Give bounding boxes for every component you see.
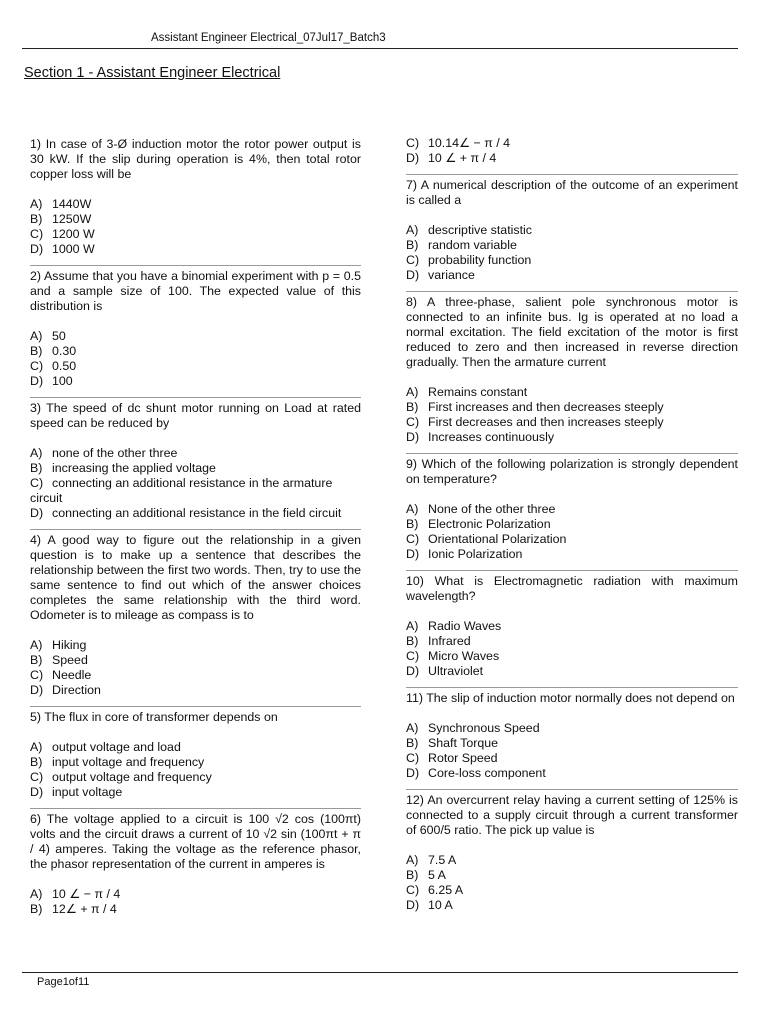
option-text: 10 ∠ − π / 4 <box>52 887 121 901</box>
option-letter: D) <box>406 766 420 780</box>
option-letter: C) <box>406 253 420 267</box>
question-text <box>30 533 361 623</box>
options <box>30 329 361 389</box>
question-6 <box>30 812 361 917</box>
option-text: variance <box>428 268 475 282</box>
option-letter: D) <box>406 547 420 561</box>
option-a[interactable] <box>406 853 738 868</box>
option-letter: D) <box>406 268 420 282</box>
question-stem: The slip of induction motor normally does not depend on <box>426 691 735 705</box>
option-text: 7.5 A <box>428 853 457 867</box>
question-stem: The speed of dc shunt motor running on Load at rated speed can be reduced by <box>30 401 361 430</box>
option-b[interactable] <box>30 212 361 227</box>
option-text: Increases continuously <box>428 430 555 444</box>
question-stem: In case of 3-Ø induction motor the rotor power output is 30 kW. If the slip during operation is 4%, then total rotor copper loss will be <box>30 137 361 181</box>
option-b[interactable] <box>406 634 738 649</box>
question-text <box>30 401 361 431</box>
option-letter: A) <box>406 619 419 633</box>
option-letter: B) <box>406 868 419 882</box>
option-text: 10 A <box>428 898 453 912</box>
question-11 <box>406 691 738 781</box>
question-3 <box>30 401 361 521</box>
question-number: 12) <box>406 793 424 807</box>
option-b[interactable] <box>30 344 361 359</box>
section-title: Section 1 - Assistant Engineer Electrical <box>24 65 281 81</box>
footer-divider <box>22 972 738 973</box>
question-stem: A three-phase, salient pole synchronous motor is connected to an infinite bus. Ig is operated at no load a normal excitation. The field excitation of the motor is first reduced to zero and then increased in reverse direction gradually. Then the armature current <box>406 295 738 369</box>
question-9 <box>406 457 738 562</box>
option-c[interactable] <box>406 415 738 430</box>
option-a[interactable] <box>30 197 361 212</box>
question-divider <box>406 570 738 571</box>
option-text: Rotor Speed <box>428 751 498 765</box>
option-letter: C) <box>30 770 44 784</box>
question-number: 6) <box>30 812 42 826</box>
question-stem: An overcurrent relay having a current setting of 125% is connected to a supply circuit through a current transformer of 600/5 ratio. The pick up value is <box>406 793 739 837</box>
question-4 <box>30 533 361 698</box>
option-a[interactable] <box>406 223 738 238</box>
question-stem: Assume that you have a binomial experiment with p = 0.5 and a sample size of 100. The expected value of this distribution is <box>30 269 361 313</box>
option-c[interactable] <box>406 751 738 766</box>
option-text: 0.30 <box>52 344 77 358</box>
option-b[interactable] <box>406 400 738 415</box>
option-letter: B) <box>406 517 419 531</box>
option-a[interactable] <box>30 446 361 461</box>
option-d[interactable] <box>406 547 738 562</box>
option-letter: A) <box>406 853 419 867</box>
option-c[interactable] <box>30 668 361 683</box>
question-number: 10) <box>406 574 424 588</box>
question-number: 11) <box>406 691 423 705</box>
option-c[interactable] <box>30 770 361 785</box>
options <box>30 887 361 917</box>
option-d[interactable] <box>30 242 361 257</box>
option-letter: B) <box>406 634 419 648</box>
option-a[interactable] <box>30 638 361 653</box>
option-c[interactable] <box>30 227 361 242</box>
option-a[interactable] <box>406 721 738 736</box>
option-b[interactable] <box>406 868 738 883</box>
option-letter: A) <box>406 721 419 735</box>
option-b[interactable] <box>30 461 361 476</box>
option-letter: C) <box>406 883 420 897</box>
option-text: Synchronous Speed <box>428 721 540 735</box>
options <box>30 638 361 698</box>
option-text: First increases and then decreases steeply <box>428 400 664 414</box>
option-a[interactable] <box>406 619 738 634</box>
option-text: Remains constant <box>428 385 528 399</box>
option-d[interactable] <box>30 506 361 521</box>
question-number: 2) <box>30 269 42 283</box>
question-6-continued <box>406 136 738 166</box>
option-letter: C) <box>30 227 44 241</box>
option-letter: C) <box>30 476 44 490</box>
option-text: Orientational Polarization <box>428 532 567 546</box>
option-text: Needle <box>52 668 92 682</box>
option-c[interactable] <box>406 253 738 268</box>
option-text: Speed <box>52 653 88 667</box>
option-letter: D) <box>30 242 44 256</box>
option-d[interactable] <box>406 766 738 781</box>
option-text: 10.14∠ − π / 4 <box>428 136 511 150</box>
question-divider <box>30 706 361 707</box>
option-b[interactable] <box>406 517 738 532</box>
option-letter: D) <box>406 151 420 165</box>
option-letter: D) <box>30 683 44 697</box>
option-letter: B) <box>406 736 419 750</box>
option-a[interactable] <box>406 385 738 400</box>
option-letter: C) <box>406 649 420 663</box>
option-text: none of the other three <box>52 446 178 460</box>
option-b[interactable] <box>30 902 361 917</box>
option-text: input voltage <box>52 785 123 799</box>
question-number: 4) <box>30 533 42 547</box>
option-text: 5 A <box>428 868 446 882</box>
options <box>30 197 361 257</box>
option-text: output voltage and frequency <box>52 770 212 784</box>
question-2 <box>30 269 361 389</box>
option-text: Core-loss component <box>428 766 546 780</box>
option-text: probability function <box>428 253 532 267</box>
option-b[interactable] <box>30 653 361 668</box>
question-8 <box>406 295 738 445</box>
question-stem: A numerical description of the outcome of an experiment is called a <box>406 178 739 207</box>
option-letter: A) <box>30 329 43 343</box>
option-text: 0.50 <box>52 359 77 373</box>
option-text: 12∠ + π / 4 <box>52 902 117 916</box>
option-text: Ultraviolet <box>428 664 484 678</box>
option-letter: A) <box>30 887 43 901</box>
page-number: Page1of11 <box>37 976 90 988</box>
option-letter: B) <box>30 653 43 667</box>
question-divider <box>406 174 738 175</box>
option-a[interactable] <box>406 502 738 517</box>
option-text: Hiking <box>52 638 87 652</box>
question-number: 9) <box>406 457 418 471</box>
option-text: 6.25 A <box>428 883 464 897</box>
option-c[interactable] <box>30 359 361 374</box>
question-text <box>406 178 738 208</box>
option-d[interactable] <box>406 151 738 166</box>
option-text: 1200 W <box>52 227 95 241</box>
question-divider <box>406 789 738 790</box>
question-number: 5) <box>30 710 42 724</box>
option-d[interactable] <box>406 268 738 283</box>
option-a[interactable] <box>30 887 361 902</box>
option-text: Infrared <box>428 634 471 648</box>
option-letter: B) <box>406 238 419 252</box>
right-column <box>406 136 738 913</box>
option-letter: C) <box>406 136 420 150</box>
option-text: 1250W <box>52 212 92 226</box>
question-divider <box>30 529 361 530</box>
question-divider <box>406 453 738 454</box>
question-12 <box>406 793 738 913</box>
option-letter: B) <box>30 212 43 226</box>
option-text: random variable <box>428 238 517 252</box>
option-letter: B) <box>406 400 419 414</box>
question-stem: Which of the following polarization is strongly dependent on temperature? <box>406 457 738 486</box>
option-b[interactable] <box>406 736 738 751</box>
option-text: 100 <box>52 374 73 388</box>
option-text: connecting an additional resistance in the armature <box>52 476 333 490</box>
option-letter: A) <box>30 740 43 754</box>
option-c[interactable] <box>406 649 738 664</box>
option-text: 50 <box>52 329 66 343</box>
options <box>406 502 738 562</box>
option-c[interactable] <box>406 883 738 898</box>
option-text: increasing the applied voltage <box>52 461 216 475</box>
option-b[interactable] <box>406 238 738 253</box>
question-divider <box>406 687 738 688</box>
option-text: None of the other three <box>428 502 556 516</box>
question-stem: The flux in core of transformer depends on <box>44 710 278 724</box>
question-divider <box>30 265 361 266</box>
option-letter: C) <box>406 751 420 765</box>
header-divider <box>22 48 738 49</box>
option-letter: B) <box>30 344 43 358</box>
option-text: Micro Waves <box>428 649 500 663</box>
option-d[interactable] <box>406 664 738 679</box>
question-stem: The voltage applied to a circuit is 100 √2 cos (100πt) volts and the circuit draws a current of 10 √2 sin (100πt + π / 4) amperes. Taking the voltage as the reference phasor, the phasor representation of the current in amperes is <box>30 812 361 871</box>
question-text <box>406 295 738 370</box>
question-text <box>30 137 361 182</box>
option-d[interactable] <box>30 683 361 698</box>
option-letter: A) <box>30 638 43 652</box>
question-divider <box>30 808 361 809</box>
option-c[interactable] <box>406 532 738 547</box>
options <box>406 853 738 913</box>
question-number: 7) <box>406 178 418 192</box>
question-10 <box>406 574 738 679</box>
option-d[interactable] <box>30 374 361 389</box>
option-d[interactable] <box>30 785 361 800</box>
question-number: 3) <box>30 401 42 415</box>
option-text: Ionic Polarization <box>428 547 523 561</box>
document-header: Assistant Engineer Electrical_07Jul17_Batch3 <box>151 32 386 44</box>
option-d[interactable] <box>406 898 738 913</box>
question-number: 8) <box>406 295 418 309</box>
option-text: First decreases and then increases steeply <box>428 415 664 429</box>
question-divider <box>406 291 738 292</box>
option-text: Electronic Polarization <box>428 517 551 531</box>
option-letter: C) <box>30 359 44 373</box>
option-letter: D) <box>406 430 420 444</box>
option-letter: A) <box>406 502 419 516</box>
question-divider <box>30 397 361 398</box>
option-text: 10 ∠ + π / 4 <box>428 151 497 165</box>
option-c[interactable] <box>406 136 738 151</box>
option-text: Radio Waves <box>428 619 502 633</box>
option-letter: A) <box>30 446 43 460</box>
option-letter: D) <box>406 898 420 912</box>
question-text <box>406 574 738 604</box>
left-column <box>30 137 361 917</box>
option-letter: C) <box>406 532 420 546</box>
options <box>30 446 361 521</box>
option-a[interactable] <box>30 329 361 344</box>
options <box>406 721 738 781</box>
option-letter: D) <box>30 785 44 799</box>
option-letter: C) <box>406 415 420 429</box>
option-b[interactable] <box>30 755 361 770</box>
option-letter: B) <box>30 755 43 769</box>
question-text <box>30 812 361 872</box>
options <box>406 385 738 445</box>
option-text: 1440W <box>52 197 92 211</box>
options <box>30 740 361 800</box>
options <box>406 223 738 283</box>
option-text: input voltage and frequency <box>52 755 205 769</box>
question-number: 1) <box>30 137 42 151</box>
option-letter: D) <box>30 506 44 520</box>
option-letter: D) <box>406 664 420 678</box>
question-stem: A good way to figure out the relationship in a given question is to make up a sentence that describes the relationship between the first two words. Then, try to use the same sentence to find out which of the answer choices completes the same relationship with the third word. Odometer is to mileage as compass is to <box>30 533 361 622</box>
option-letter: A) <box>406 385 419 399</box>
question-stem: What is Electromagnetic radiation with maximum wavelength? <box>406 574 738 603</box>
question-text <box>406 691 738 706</box>
option-letter: A) <box>406 223 419 237</box>
option-text: descriptive statistic <box>428 223 532 237</box>
option-letter: D) <box>30 374 44 388</box>
option-text: Direction <box>52 683 101 697</box>
question-text <box>406 793 738 838</box>
option-continuation: circuit <box>30 491 63 505</box>
question-5 <box>30 710 361 800</box>
question-7 <box>406 178 738 283</box>
question-text <box>406 457 738 487</box>
option-c[interactable] <box>30 476 361 491</box>
option-letter: C) <box>30 668 44 682</box>
option-text: Shaft Torque <box>428 736 499 750</box>
option-text: output voltage and load <box>52 740 181 754</box>
option-letter: B) <box>30 902 43 916</box>
option-text: connecting an additional resistance in the field circuit <box>52 506 342 520</box>
option-letter: B) <box>30 461 43 475</box>
option-text: 1000 W <box>52 242 95 256</box>
options <box>406 619 738 679</box>
option-letter: A) <box>30 197 43 211</box>
question-text <box>30 269 361 314</box>
question-1 <box>30 137 361 257</box>
question-text <box>30 710 361 725</box>
option-a[interactable] <box>30 740 361 755</box>
option-d[interactable] <box>406 430 738 445</box>
